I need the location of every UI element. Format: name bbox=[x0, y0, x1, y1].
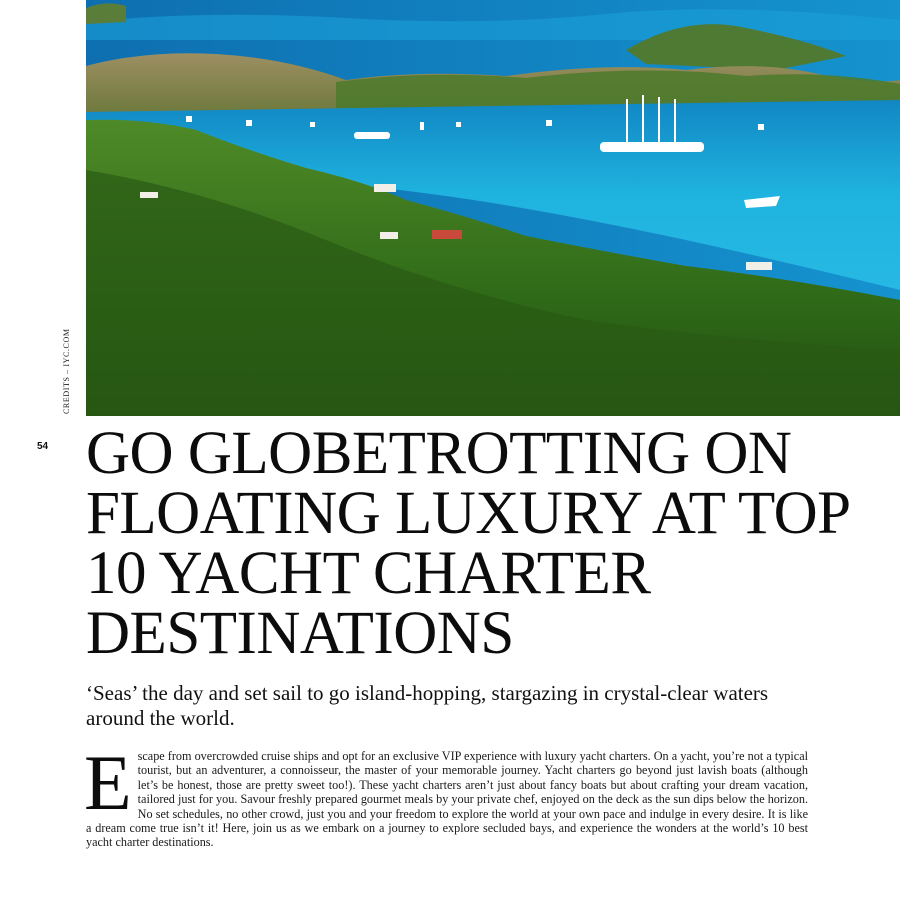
photo-credit: CREDITS – IYC.COM bbox=[62, 328, 71, 414]
drop-cap: E bbox=[84, 739, 132, 826]
island-bay-illustration bbox=[86, 0, 900, 416]
article-body-text: scape from overcrowded cruise ships and opt for an exclusive VIP experience with luxury yacht charters. On a yacht, you’re not a typical tourist, but an adventurer, a connoisseur, the master of your memorable journey. Yacht charters go beyond just lavish boats (although let’s be honest, those are pretty sweet too!). These yacht charters aren’t just about fancy boats but about crafting your dream vacation, tailored just for you. Savour freshly prepared gourmet meals by your private chef, enjoyed on the deck as the sun dips below the horizon. No set schedules, no other crowd, just you and your freedom to explore the world at your own pace and indulge in every desire. It is like a dream come true isn’t it! Here, join us as we embark on a journey to explore secluded bays, and experience the wonders at the world’s 10 best yacht charter destinations. bbox=[86, 749, 808, 850]
article-subtitle: ‘Seas’ the day and set sail to go island-hopping, stargazing in crystal-clear waters around the world. bbox=[86, 681, 769, 730]
hero-photo bbox=[86, 0, 900, 416]
article-body bbox=[84, 739, 808, 850]
article-headline: GO GLOBETROTTING ON FLOATING LUXURY AT TOP 10 YACHT CHARTER DESTINATIONS bbox=[86, 420, 849, 667]
page-number: 54 bbox=[37, 441, 49, 452]
